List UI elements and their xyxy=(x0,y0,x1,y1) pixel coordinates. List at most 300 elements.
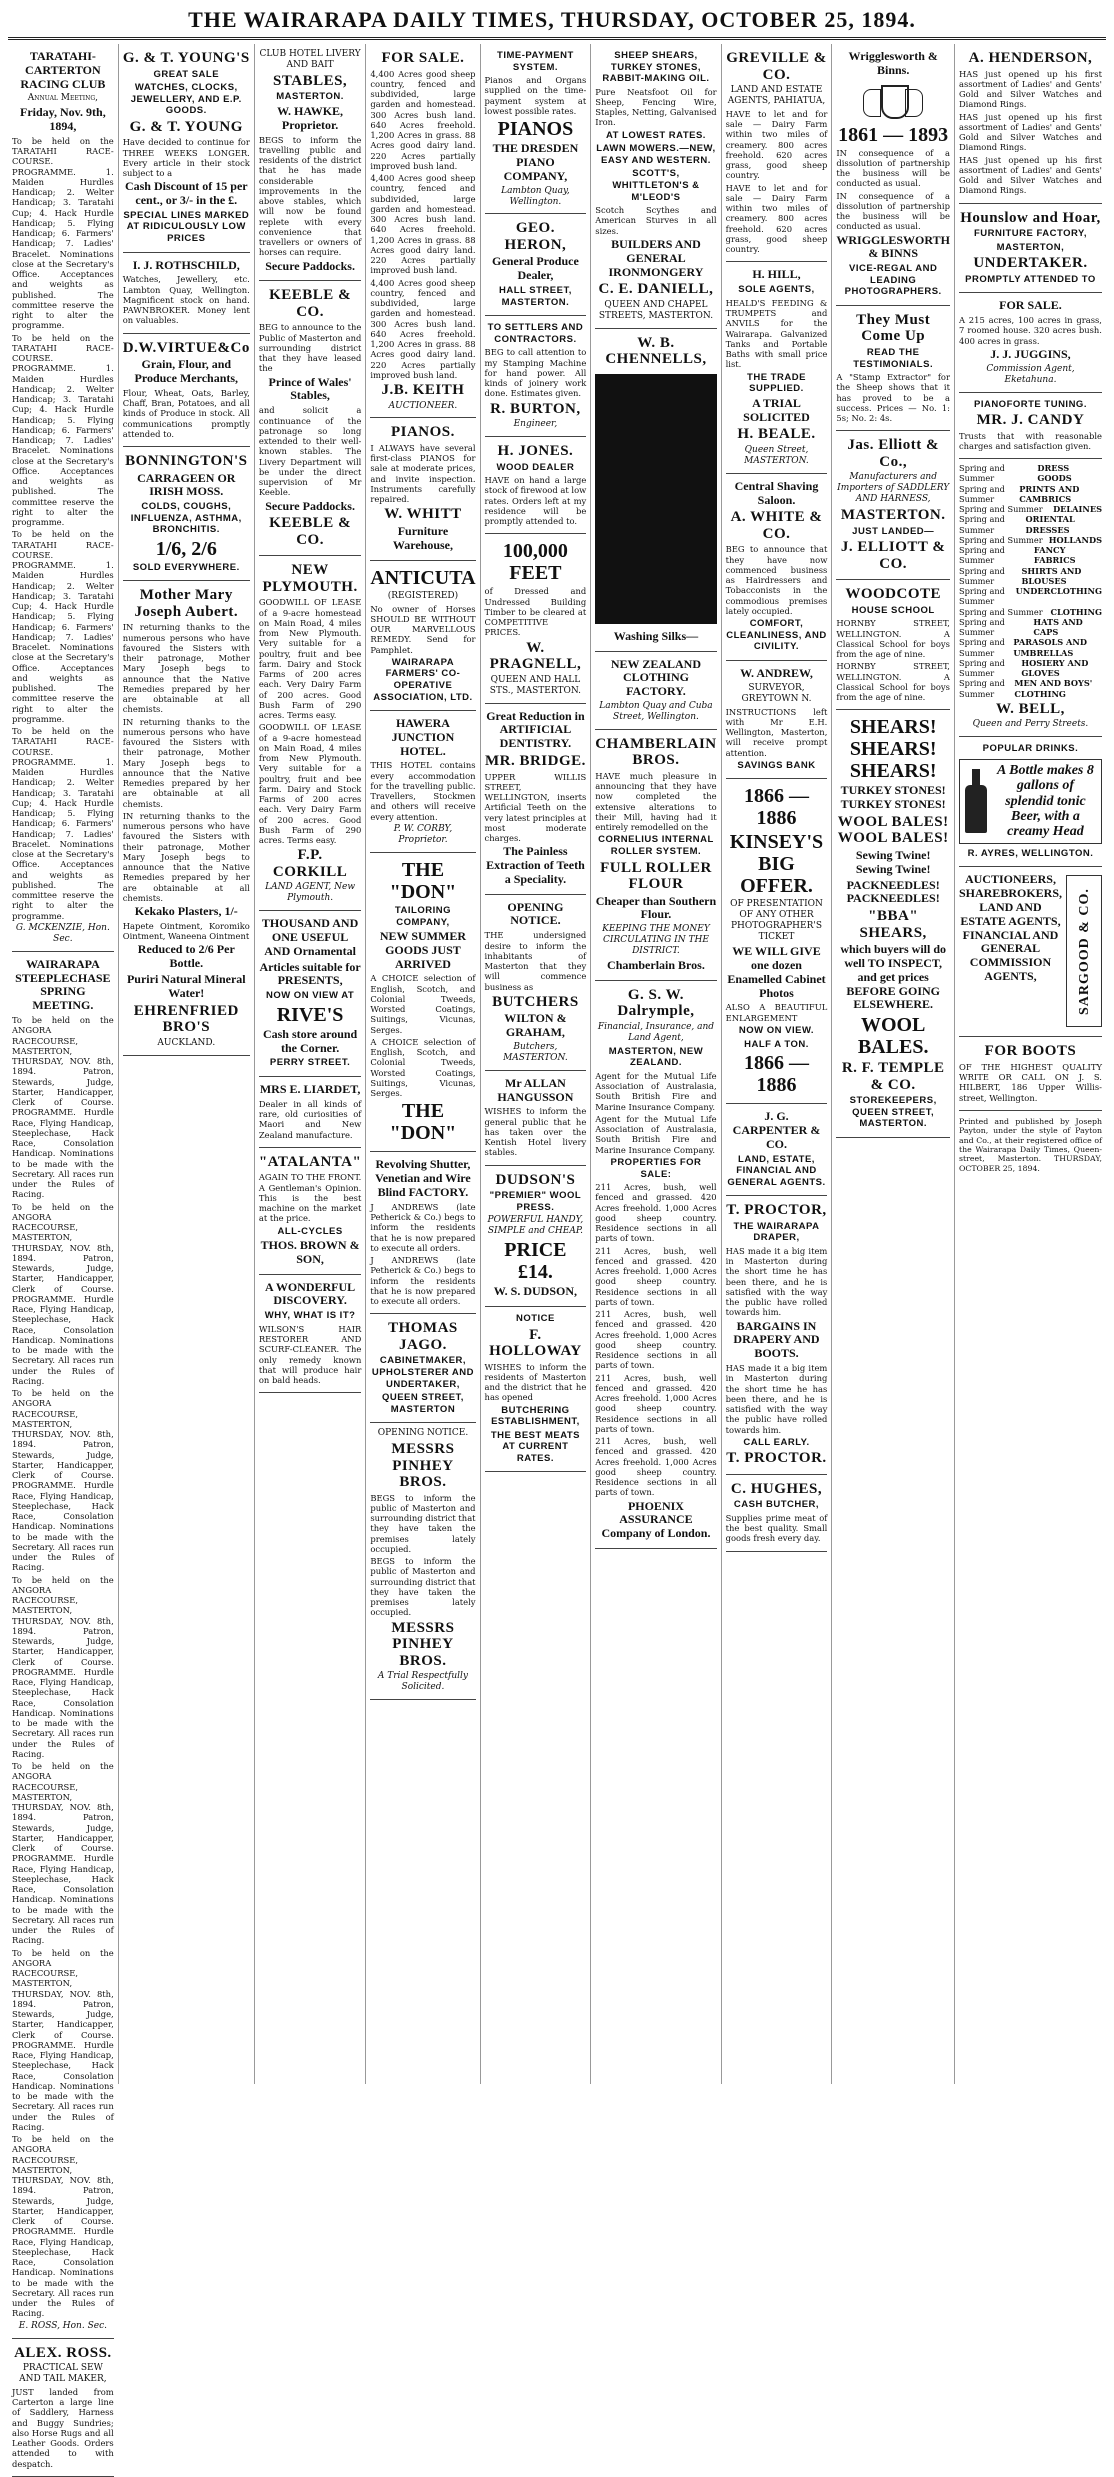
spring-list-season: Spring and Summer xyxy=(958,616,1005,638)
dudson-advert xyxy=(485,1166,587,1307)
imprint-text: Printed and published by Joseph Payton, under the style of Payton and Co., at their registered office of the Wairarapa Daily Times, Queen-street, Masterton. THURSDAY, OCTOBER 25, 1894. xyxy=(958,1116,1102,1173)
discovery-title: A WONDERFUL DISCOVERY. xyxy=(265,1279,356,1308)
spring-list-season: Spring and Summer xyxy=(958,637,1005,658)
bottle-text: A Bottle makes 8 gallons of splendid tonic Beer, with a creamy Head xyxy=(997,762,1094,840)
bargains: BARGAINS IN DRAPERY AND BOOTS. xyxy=(733,1318,820,1361)
auctioneers-title: AUCTIONEERS, SHAREBROKERS, LAND AND ESTATE AGENTS, FINANCIAL AND GENERAL COMMISSION AGENTS, xyxy=(958,872,1062,983)
pragnell-sub: QUEEN AND HALL STS., MASTERTON. xyxy=(489,674,582,696)
greville-body-2: HAVE to let and for sale — Dairy Farm within two miles of creamery. 800 acres freehold. 620 acres grass, good sheep country. xyxy=(725,182,828,255)
imprint xyxy=(959,1111,1102,1180)
pinhey-body-2: BEGS to inform the public of Masterton and surrounding district that they have taken the premises lately occupied. xyxy=(370,1556,476,1618)
jago-street: QUEEN STREET, MASTERTON xyxy=(381,1392,464,1415)
dudson-price: PRICE £14. xyxy=(504,1239,567,1284)
painless: The Painless Extraction of Teeth a Speciality. xyxy=(486,844,585,886)
white-advert xyxy=(726,474,828,661)
timber-advert xyxy=(485,534,587,703)
for-sale-advert xyxy=(370,44,475,418)
shears-title: SHEARS! SHEARS! SHEARS! xyxy=(849,716,937,783)
kekako-list: Hapete Ointment, Koromiko Ointment, Waneena Ointment xyxy=(122,920,250,942)
white-body: BEG to announce that they have now commenced business as Hairdressers and Tobacconists in the commodious premises lately occupied. xyxy=(725,544,828,616)
builders: BUILDERS AND GENERAL IRONMONGERY xyxy=(608,236,704,279)
race-sub: Annual Meeting, xyxy=(27,93,99,104)
cheaper: Cheaper than Southern Flour. xyxy=(595,893,717,922)
heron-advert xyxy=(485,214,587,316)
greville-advert xyxy=(726,44,828,262)
rive-now: NOW ON VIEW AT xyxy=(265,990,355,1002)
bonnington-sub: CARRAGEEN OR IRISH MOSS. xyxy=(137,470,236,499)
popular: POPULAR DRINKS. xyxy=(982,743,1079,755)
alex-body: JUST landed from Carterton a large line of Saddlery, Harness and Buggy Sundries; also Horse Rugs and all Leather Goods. Orders attended to with despatch. xyxy=(12,2386,114,2469)
proctor-title-2: T. PROCTOR. xyxy=(726,1450,827,1467)
spring-list-goods: HATS AND CAPS xyxy=(1033,616,1083,638)
column-5 xyxy=(481,44,592,2084)
scott-title: SCOTT'S, WHITTLETON'S & M'LEOD'S xyxy=(612,168,700,203)
jones-title: H. JONES. xyxy=(497,443,574,460)
hawera-body: THIS HOTEL contains every accommodation for the travelling public. Travellers, Stockmen and others will receive every attention. xyxy=(370,760,476,822)
jones-advert xyxy=(485,437,587,534)
shears-supply-advert xyxy=(595,44,716,329)
elliott-title-2: J. ELLIOTT & CO. xyxy=(840,539,946,572)
proctor-advert xyxy=(726,1196,828,1475)
race-body-2: To be held on the TARATAHI RACE-COURSE. PROGRAMME. 1. Maiden Hurdles Handicap; 2. Welter Handicap; 3. Taratahi Cup; 4. Hack Hurdle Handicap; 5. Flying Handicap; 6. Farmers' Handicap; 7. Ladies' Bracelet. Nominations close at the Secretary's Office. Acceptances and weights as published. The committee reserve the right to alter the programme. xyxy=(12,332,114,528)
stables-advert xyxy=(259,44,362,281)
young-discount: Cash Discount of 15 per cent., or 3/- in the £. xyxy=(124,179,248,208)
rive-street: PERRY STREET. xyxy=(269,1057,351,1069)
bottle-box xyxy=(959,759,1102,844)
column-9 xyxy=(955,44,1106,2084)
builders-title: TO SETTLERS AND CONTRACTORS. xyxy=(487,322,584,345)
keeble-title: KEEBLE & CO. xyxy=(269,287,352,320)
spring-list-season: Spring and Summer xyxy=(958,606,1043,617)
dudson-agent: W. S. DUDSON, xyxy=(493,1284,578,1299)
spring-list-item xyxy=(959,617,1102,638)
dalrymple-body: Agent for the Mutual Life Association of Australasia, South British Fire and Marine Insurance Company. xyxy=(595,1070,717,1112)
dalrymple-advert xyxy=(595,981,716,1549)
juggins-title: J. J. JUGGINS, xyxy=(990,346,1071,361)
spring-list-item xyxy=(959,504,1102,514)
woodcote-sub: HOUSE SCHOOL xyxy=(851,604,935,616)
puriri-title: Puriri Natural Mineral Water! xyxy=(126,972,246,1000)
proctor-body-2: HAS made it a big item in Masterton during the short time he has been there, and he is satisfied with the way the public have rolled towards him. xyxy=(725,1363,828,1435)
spring-list-goods: HOSIERY AND GLOVES xyxy=(1021,657,1089,679)
spring-list-goods: CLOTHING xyxy=(1050,606,1102,617)
elliott-sub: Manufacturers and Importers of SADDLERY AND HARNESS, xyxy=(837,472,950,505)
hughes-sub: CASH BUTCHER, xyxy=(733,1499,820,1511)
dalrymple-title: G. S. W. Dalrymple, xyxy=(617,986,695,1020)
plymouth-advert xyxy=(259,556,362,911)
bonnington-cures: COLDS, COUGHS, INFLUENZA, ASTHMA, BRONCHITIS. xyxy=(130,501,242,536)
supply: THE TRADE SUPPLIED. xyxy=(747,371,806,395)
plymouth-body: GOODWILL OF LEASE of a 9-acre homestead on Main Road, 4 miles from New Plymouth. Very suitable for a poultry, fruit and bee farm. Dairy and Stock Farms of 200 acres each. Very Dairy Farm of 200 acres. Good Bush Farm of 290 acres. Terms easy. xyxy=(258,597,362,721)
spring-list-season: Spring and Summer xyxy=(958,657,1005,679)
beale-street: Queen Street, MASTERTON. xyxy=(744,444,809,466)
race-body-4: To be held on the TARATAHI RACE-COURSE. PROGRAMME. 1. Maiden Hurdles Handicap; 2. Welter Handicap; 3. Taratahi Cup; 4. Hack Hurdle Handicap; 5. Flying Handicap; 6. Farmers' Handicap; 7. Ladies' Bracelet. Nominations close at the Secretary's Office. Acceptances and weights as published. The committee reserve the right to alter the programme. xyxy=(12,726,114,921)
hounslow-advert xyxy=(959,204,1102,294)
stables-town: MASTERTON. xyxy=(276,91,344,103)
spring-list-season: Spring and Summer xyxy=(958,463,1005,484)
hangusson-body: WISHES to inform the general public that he has taken over the Kentish Hotel livery stables. xyxy=(484,1106,587,1158)
whitt-title: W. WHITT xyxy=(384,506,462,523)
auctioneers-advert xyxy=(959,867,1102,1037)
turkey: TURKEY STONES! TURKEY STONES! xyxy=(840,783,946,812)
keeping: KEEPING THE MONEY CIRCULATING IN THE DISTRICT. xyxy=(602,924,710,957)
wrigglesworth-body-2: IN consequence of a dissolution of partnership the business will be conducted as usual. xyxy=(836,190,950,232)
alex-sub: PRACTICAL SEW AND TAIL MAKER, xyxy=(19,2363,107,2385)
jago-sub: CABINETMAKER, UPHOLSTERER AND UNDERTAKER, xyxy=(371,1355,475,1390)
holloway-advert xyxy=(485,1307,587,1472)
shoes-title: FOR BOOTS xyxy=(984,1043,1077,1060)
bonnington-sold: SOLD EVERYWHERE. xyxy=(132,561,240,573)
spring-list-item xyxy=(959,566,1102,587)
spring-sign: E. ROSS, Hon. Sec. xyxy=(18,2320,107,2331)
column-2 xyxy=(119,44,255,2084)
spring-list-goods: PRINTS AND CAMBRICS xyxy=(1019,483,1080,504)
time-title: TIME-PAYMENT SYSTEM. xyxy=(497,50,574,73)
wrigglesworth-body: IN consequence of a dissolution of partnership the business will be conducted as usual. xyxy=(836,147,950,189)
spring-list-season: Spring and Summer xyxy=(958,534,1043,545)
spring-list-goods: FANCY FABRICS xyxy=(1033,545,1076,566)
pianos-title: PIANOS xyxy=(497,118,574,141)
paddocks: Secure Paddocks. xyxy=(265,258,355,273)
proctor-body: HAS made it a big item in Masterton during the short time he has been there, and he is satisfied with the way the public have rolled towards him. xyxy=(725,1245,828,1318)
hawera-title: HAWERA JUNCTION HOTEL. xyxy=(391,716,455,758)
sewing: Sewing Twine! Sewing Twine! xyxy=(855,847,931,876)
spring-summer-advert xyxy=(959,459,1102,737)
young-lines: SPECIAL LINES MARKED AT RIDICULOUSLY LOW PRICES xyxy=(123,209,250,245)
andrew-title: W. ANDREW, xyxy=(740,665,813,680)
column-6 xyxy=(591,44,721,2084)
sale-title: FOR SALE. xyxy=(999,298,1062,313)
hounslow-title: Hounslow and Hoar, xyxy=(960,209,1101,226)
kinsey-body: ALSO A BEAUTIFUL ENLARGEMENT xyxy=(725,1002,828,1023)
elliott-advert xyxy=(836,431,950,580)
keeble-advert xyxy=(259,281,362,556)
spring-body-3: To be held on the ANGORA RACECOURSE, MASTERTON, THURSDAY, NOV. 8th, 1894. Patron, Stewards, Judge, Starter, Handicapper, Clerk of Course. PROGRAMME. Hurdle Race, Flying Handicap, Steeplechase, Hack Race, Consolation Handicap. Nominations to be made with the Secretary. All races run under the Rules of Racing. xyxy=(12,1388,114,1573)
liardet-title: MRS E. LIARDET, xyxy=(259,1081,361,1096)
drinks-advert xyxy=(959,737,1102,867)
liardet-body: Dealer in all kinds of rare, old curiosities of Maori and New Zealand manufacture. xyxy=(258,1098,362,1140)
pianos-advert xyxy=(370,418,475,560)
virtue-advert xyxy=(123,334,250,447)
kinsey-sub: OF PRESENTATION OF ANY OTHER PHOTOGRAPHER'S TICKET xyxy=(730,899,823,943)
plymouth-body-2: GOODWILL OF LEASE of a 9-acre homestead on Main Road, 4 miles from New Plymouth. Very suitable for a poultry, fruit and bee farm. Dairy and Stock Farms of 200 acres each. Very Dairy Farm of 200 acres. Good Bush Farm of 290 acres. Terms easy. xyxy=(258,722,362,846)
bank-title: SAVINGS BANK xyxy=(737,759,816,771)
lowest: AT LOWEST RATES. xyxy=(605,129,706,141)
spring-list-item xyxy=(959,545,1102,566)
jones-body: HAVE on hand a large stock of firewood at low rates. Orders left at my residence will be promptly attended to. xyxy=(484,475,587,527)
keith-sub: AUCTIONEER. xyxy=(388,400,458,411)
hangusson-title: Mr ALLAN HANGUSSON xyxy=(497,1075,574,1104)
properties-body-2: 211 Acres, bush, well fenced and grassed. 420 Acres freehold. 1,000 Acres good sheep country. Residence sections in all parts of town. xyxy=(595,1245,717,1307)
pinhey-advert xyxy=(370,1423,475,1700)
candy-title: MR. J. CANDY xyxy=(976,412,1085,429)
keeble-title-2: KEEBLE & CO. xyxy=(269,515,352,548)
rothschild-title: I. J. ROTHSCHILD, xyxy=(132,257,240,272)
dalrymple-sub: Financial, Insurance, and Land Agent, xyxy=(597,1021,715,1043)
carpenter-advert xyxy=(726,1104,828,1196)
spring-list xyxy=(959,463,1102,699)
must-sub: READ THE TESTIMONIALS. xyxy=(853,346,934,370)
bonnington-advert xyxy=(123,447,250,581)
spring-body-5: To be held on the ANGORA RACECOURSE, MASTERTON, THURSDAY, NOV. 8th, 1894. Patron, Stewards, Judge, Starter, Handicapper, Clerk of Course. PROGRAMME. Hurdle Race, Flying Handicap, Steeplechase, Hack Race, Consolation Handicap. Nominations to be made with the Secretary. All races run under the Rules of Racing. xyxy=(12,1761,114,1946)
packneedles: PACKNEEDLES! PACKNEEDLES! xyxy=(846,877,940,906)
spring-body-7: To be held on the ANGORA RACECOURSE, MASTERTON, THURSDAY, NOV. 8th, 1894. Patron, Stewards, Judge, Starter, Handicapper, Clerk of Course. PROGRAMME. Hurdle Race, Flying Handicap, Steeplechase, Hack Race, Consolation Handicap. Nominations to be made with the Secretary. All races run under the Rules of Racing. xyxy=(12,2134,114,2319)
hounslow-town: MASTERTON, xyxy=(996,241,1065,253)
keeble-body-2: and solicit a continuance of the patronage so long extended to their well-known stables. The Livery Department will be under the direct supervision of Mr Keeble. xyxy=(258,405,362,498)
spring-list-item xyxy=(959,514,1102,535)
kinsey-give: WE WILL GIVE one dozen Enamelled Cabinet Photos xyxy=(727,944,826,1000)
plymouth-title: NEW PLYMOUTH. xyxy=(262,562,358,595)
comfort: COMFORT, CLEANLINESS, AND CIVILITY. xyxy=(726,618,827,653)
atalanta-advert xyxy=(259,1148,362,1275)
landed: JUST LANDED— xyxy=(852,525,935,537)
bridge-body: UPPER WILLIS STREET, WELLINGTON, inserts Artificial Teeth on the very latest principles at most moderate charges. xyxy=(484,771,587,844)
clothing-advert xyxy=(595,652,716,730)
must-title: They Must Come Up xyxy=(856,311,931,345)
aubert-body-2: IN returning thanks to the numerous persons who have favoured the Sisters with their patronage, Mother Mary Joseph begs to announce that the Native Remedies prepared by her are obtainable at all chemists. xyxy=(122,716,250,809)
wrigglesworth-advert xyxy=(836,44,950,306)
spring-body-2: To be held on the ANGORA RACECOURSE, MASTERTON, THURSDAY, NOV. 8th, 1894. Patron, Stewards, Judge, Starter, Handicapper, Clerk of Course. PROGRAMME. Hurdle Race, Flying Handicap, Steeplechase, Hack Race, Consolation Handicap. Nominations to be made with the Secretary. All races run under the Rules of Racing. xyxy=(12,1201,114,1386)
venetian-body: J ANDREWS (late Petherick & Co.) begs to inform the residents that he is now prepared to execute all orders. xyxy=(370,1201,476,1253)
shaving: Central Shaving Saloon. xyxy=(734,478,819,507)
thousand-title: THOUSAND AND ONE USEFUL AND Ornamental xyxy=(261,916,359,958)
rive-sub: Cash store around the Corner. xyxy=(262,1026,358,1055)
bell-sub: Queen and Perry Streets. xyxy=(972,719,1089,730)
dudson-sub: "PREMIER" WOOL PRESS. xyxy=(489,1190,582,1213)
spring-list-season: Spring and Summer xyxy=(958,565,1005,586)
virtue-body: Flour, Wheat, Oats, Barley, Chaff, Bran, Potatoes, and all kinds of Produce in stock. All communications promptly attended to. xyxy=(122,387,250,439)
race-body: To be held on the TARATAHI RACE-COURSE. PROGRAMME. 1. Maiden Hurdles Handicap; 2. Welter Handicap; 3. Taratahi Cup; 4. Hack Hurdle Handicap; 5. Flying Handicap; 6. Farmers' Handicap; 7. Ladies' Bracelet. Nominations close at the Secretary's Office. Acceptances and weights as published. The committee reserve the right to alter the programme. xyxy=(12,135,114,331)
race-body-3: To be held on the TARATAHI RACE-COURSE. PROGRAMME. 1. Maiden Hurdles Handicap; 2. Welter Handicap; 3. Taratahi Cup; 4. Hack Hurdle Handicap; 5. Flying Handicap; 6. Farmers' Handicap; 7. Ladies' Bracelet. Nominations close at the Secretary's Office. Acceptances and weights as published. The committee reserve the right to alter the programme. xyxy=(12,529,114,724)
anticuta-body: No owner of Horses SHOULD BE WITHOUT OUR MARVELLOUS REMEDY. Send for Pamphlet. xyxy=(370,603,476,655)
stables-body: BEGS to inform the travelling public and residents of the district that he has made considerable improvements in the above stables, which will now be found replete with every convenience that travellers or owners of horses can require. xyxy=(258,134,362,258)
don-advert xyxy=(370,853,475,1153)
pinhey-body: BEGS to inform the public of Masterton and surrounding district that they have taken the premises lately occupied. xyxy=(370,1492,476,1554)
heron-title: GEO. HERON, xyxy=(504,220,567,253)
venetian-body-2: J ANDREWS (late Petherick & Co.) begs to inform the residents that he is now prepared to execute all orders. xyxy=(370,1255,476,1307)
feet-title: 100,000 FEET xyxy=(502,540,568,585)
discovery-sub: WHY, WHAT IS IT? xyxy=(264,1310,356,1322)
hangusson-advert xyxy=(485,1071,587,1166)
woodcote-body: HORNBY STREET, WELLINGTON. A Classical School for boys from the age of nine. xyxy=(836,618,950,660)
daniell-sub: QUEEN AND CHAPEL STREETS, MASTERTON. xyxy=(598,299,714,321)
race-date: Friday, Nov. 9th, 1894, xyxy=(20,105,106,134)
mowers: LAWN MOWERS.—NEW, EASY AND WESTERN. xyxy=(596,143,716,166)
properties-body-3: 211 Acres, bush, well fenced and grassed. 420 Acres freehold. 1,000 Acres good sheep country. Residence sections in all parts of town. xyxy=(595,1309,717,1371)
andrew-body: INSTRUCTIONS left with Mr E.H. Wellington, Masterton, will receive prompt attention. xyxy=(725,706,828,758)
time-body: Pianos and Organs supplied on the time-payment system at lowest possible rates. xyxy=(484,75,587,116)
discovery-body: WILSON'S HAIR RESTORER AND SCURF-CLEANER. The only remedy known that will produce hair on bald heads. xyxy=(258,1323,362,1386)
elliott-title: Jas. Elliott & Co., xyxy=(847,437,939,470)
brown-title: THOS. BROWN & SON, xyxy=(260,1238,360,1266)
articles: Articles suitable for PRESENTS, xyxy=(259,959,361,988)
column-1 xyxy=(8,44,119,2469)
jago-title: THOMAS JAGO. xyxy=(388,1320,458,1353)
bridge-title: MR. BRIDGE. xyxy=(484,753,586,770)
bottle-icon xyxy=(963,769,989,833)
holloway-title: F. HOLLOWAY xyxy=(489,1326,582,1360)
spring-list-item xyxy=(959,484,1102,505)
dental-advert xyxy=(485,704,587,895)
shears-body: Pure Neatsfoot Oil for Sheep, Fencing Wire, Staples, Netting, Galvanised Iron. xyxy=(595,86,717,128)
wrigglesworth-title-2: WRIGGLESWORTH & BINNS xyxy=(836,232,950,261)
dresden-title: THE DRESDEN PIANO COMPANY, xyxy=(492,141,579,183)
properties-body-5: 211 Acres, bush, well fenced and grassed. 420 Acres freehold. 1,000 Acres good sheep country. Residence sections in all parts of town. xyxy=(595,1436,717,1498)
hughes-title: C. HUGHES, xyxy=(730,1480,823,1497)
spring-list-season: Spring and Summer xyxy=(958,586,1005,607)
pinhey-title-2: MESSRS PINHEY BROS. xyxy=(391,1619,455,1669)
sale-body: A 215 acres, 100 acres in grass, 7 roomed house. 320 acres bush. 400 acres in grass. xyxy=(958,315,1102,346)
paddocks-2: Secure Paddocks. xyxy=(265,498,355,513)
notice-title: NOTICE xyxy=(515,1313,555,1325)
greville-body: HAVE to let and for sale — Dairy Farm within two miles of creamery. 800 acres freehold. 620 acres grass, good sheep country. xyxy=(725,108,828,181)
wrigglesworth-years: 1861 — 1893 xyxy=(838,123,949,146)
woodcote-advert xyxy=(836,580,950,710)
kinsey-years-2: 1866 — 1886 xyxy=(743,1052,809,1097)
dalrymple-town: MASTERTON, NEW ZEALAND. xyxy=(608,1045,704,1069)
spring-list-goods: PARASOLS AND UMBRELLAS xyxy=(1013,637,1087,658)
promptly: PROMPTLY ATTENDED TO xyxy=(965,273,1096,285)
phoenix-title: PHOENIX ASSURANCE Company of London. xyxy=(601,1498,711,1541)
dudson-slogan: POWERFUL HANDY, SIMPLE and CHEAP. xyxy=(487,1215,584,1237)
dental-title: Great Reduction in ARTIFICIAL DENTISTRY. xyxy=(486,708,585,751)
trial: A TRIAL SOLICITED xyxy=(743,395,810,424)
alex-title: ALEX. ROSS. xyxy=(14,2344,112,2361)
dalrymple-body-2: Agent for the Mutual Life Association of Australasia, South British Fire and Marine Insurance Company. xyxy=(595,1113,717,1155)
bonnington-title: BONNINGTON'S xyxy=(125,453,248,470)
wool: WOOL BALES! WOOL BALES! xyxy=(837,813,949,847)
keith-title: J.B. KEITH xyxy=(381,382,465,398)
must-body: A "Stamp Extractor" for the Sheep shows that it has proved to be a success. Prices — No. 1: 5s; No. 2: 4s. xyxy=(836,372,950,424)
sale-title: FOR SALE. xyxy=(381,50,465,66)
spring-list-goods: DELAINES xyxy=(1053,504,1102,515)
butchers: BUTCHERS xyxy=(492,993,579,1010)
bba-body: which buyers will do well TO INSPECT, and get prices BEFORE GOING ELSEWHERE. xyxy=(840,942,946,1012)
tuning-title: PIANOFORTE TUNING. xyxy=(973,398,1087,410)
kinsey-title: KINSEY'S BIG OFFER. xyxy=(729,831,824,898)
royal-crest-icon xyxy=(863,81,923,121)
spring-title: WAIRARAPA STEEPLECHASE SPRING MEETING. xyxy=(15,956,111,1013)
chamberlain-advert xyxy=(595,730,716,981)
corkill-title: F.P. CORKILL xyxy=(272,847,348,880)
hill-sub: SOLE AGENTS, xyxy=(738,284,815,296)
spring-meeting-advert xyxy=(12,952,114,2339)
hounslow-sub: FURNITURE FACTORY, xyxy=(973,228,1087,239)
young-items: WATCHES, CLOCKS, JEWELLERY, AND E.P. GOODS. xyxy=(130,82,242,117)
kinsey-now: NOW ON VIEW. xyxy=(738,1024,815,1036)
column-4 xyxy=(366,44,480,2084)
young-body: Have decided to continue for THREE WEEKS LONGER. Every article in their stock subject to a xyxy=(122,137,250,179)
hughes-body: Supplies prime meat of the best quality. Small goods fresh every day. xyxy=(725,1512,828,1544)
jones-sub: WOOD DEALER xyxy=(496,461,575,473)
keeble-hotel: Prince of Wales' Stables, xyxy=(268,374,352,403)
holloway-sub: BUTCHERING ESTABLISHMENT, xyxy=(491,1404,580,1428)
aubert-title: Mother Mary Joseph Aubert. xyxy=(134,587,239,620)
kinsey-years: 1866 — 1886 xyxy=(743,785,809,830)
race-sign: G. MCKENZIE, Hon. Sec. xyxy=(15,922,110,944)
race-club-advert xyxy=(12,44,114,952)
henderson-body-2: HAS just opened up his first assortment of Ladies' and Gents' Gold and Silver Watches and Diamond Rings. xyxy=(958,111,1102,153)
aubert-body: IN returning thanks to the numerous persons who have favoured the Sisters with their patronage, Mother Mary Joseph begs to announce that the Native Remedies prepared by her are obtainable at all chemists. xyxy=(122,622,250,715)
full-roller: FULL ROLLER FLOUR xyxy=(600,859,712,893)
spring-list-item xyxy=(959,463,1102,484)
liardet-advert xyxy=(259,1077,362,1148)
stables-title: STABLES, xyxy=(273,72,348,89)
spring-list-item xyxy=(959,607,1102,617)
kekako-title: Kekako Plasters, 1/- xyxy=(134,904,238,919)
agents: ALL-CYCLES xyxy=(277,1225,343,1237)
chennells-advert xyxy=(595,329,716,652)
spring-list-item xyxy=(959,678,1102,699)
butchers-advert xyxy=(485,895,587,1071)
burton-title: R. BURTON, xyxy=(490,400,581,417)
bales: WOOL BALES. xyxy=(857,1014,929,1059)
sale-body-3: 4,400 Acres good sheep country, fenced and subdivided, large garden and homestead. 300 Acres bush land. 640 Acres freehold. 1,200 Acres in grass. 88 Acres good dairy land. 220 Acres partially improved bush land. xyxy=(370,277,476,380)
dresden-sub: Lambton Quay, Wellington. xyxy=(501,185,570,207)
rive-title: RIVE'S xyxy=(276,1003,344,1026)
shears-head: SHEEP SHEARS, TURKEY STONES, RABBIT-MAKING OIL. xyxy=(602,50,710,85)
kekako-price: Reduced to 2/6 Per Bottle. xyxy=(137,942,235,971)
spring-list-season: Spring and Summer xyxy=(958,504,1043,515)
wrigglesworth-sub: VICE-REGAL AND LEADING PHOTOGRAPHERS. xyxy=(844,263,942,298)
greville-title: GREVILLE & CO. xyxy=(726,50,827,83)
masthead xyxy=(8,4,1106,40)
aubert-advert xyxy=(123,581,250,1055)
cornelius: CORNELIUS INTERNAL ROLLER SYSTEM. xyxy=(598,834,714,857)
properties-body-4: 211 Acres, bush, well fenced and grassed. 420 Acres freehold. 1,000 Acres good sheep country. Residence sections in all parts of town. xyxy=(595,1372,717,1434)
discovery-advert xyxy=(259,1275,362,1394)
aubert-body-3: IN returning thanks to the numerous persons who have favoured the Sisters with their patronage, Mother Mary Joseph begs to announce that the Native Remedies prepared by her are obtainable at all chemists. xyxy=(122,810,250,903)
call-early: CALL EARLY. xyxy=(743,1436,810,1448)
virtue-title: D.W.VIRTUE&Co xyxy=(122,339,250,356)
blacked-out-advert xyxy=(595,374,716,624)
woodcote-title: WOODCOTE xyxy=(845,586,941,603)
beale-title: H. BEALE. xyxy=(737,426,816,443)
spring-list-goods: ORIENTAL DRESSES xyxy=(1025,514,1075,535)
spring-list-season: Spring and Summer xyxy=(958,545,1005,566)
holloway-footer: THE BEST MEATS AT CURRENT RATES. xyxy=(490,1429,580,1464)
don-title-2: THE "DON" xyxy=(389,1100,457,1145)
spring-body-6: To be held on the ANGORA RACECOURSE, MASTERTON, THURSDAY, NOV. 8th, 1894. Patron, Stewards, Judge, Starter, Handicapper, Clerk of Course. PROGRAMME. Hurdle Race, Flying Handicap, Steeplechase, Hack Race, Consolation Handicap. Nominations to be made with the Secretary. All races run under the Rules of Racing. xyxy=(12,1947,114,2132)
pragnell-title: W. PRAGNELL, xyxy=(489,639,582,673)
sale-body: 4,400 Acres good sheep country, fenced and subdivided, large garden and homestead. 300 Acres bush land. 640 Acres freehold. 1,200 Acres in grass. 88 Acres good dairy land. 220 Acres partially improved bush land. xyxy=(370,68,476,171)
henderson-advert xyxy=(959,44,1102,204)
shears-advert xyxy=(836,710,950,1138)
chamberlain-title: CHAMBERLAIN BROS. xyxy=(595,735,717,769)
chennells-title: W. B. CHENNELLS, xyxy=(605,334,707,368)
clothing-body: Lambton Quay and Cuba Street, Wellington. xyxy=(599,700,713,722)
spring-list-goods: MEN AND BOYS' CLOTHING xyxy=(1014,678,1093,699)
venetian-title: Revolving Shutter, Venetian and Wire Blind FACTORY. xyxy=(375,1157,471,1200)
proctor-sub: THE WAIRARAPA DRAPER, xyxy=(733,1220,820,1244)
time-payment-advert xyxy=(485,44,587,214)
stables-prop: W. HAWKE, Proprietor. xyxy=(277,104,344,132)
scott-body: Scotch Scythes and American Sturves in all sizes. xyxy=(595,205,717,236)
bba-title: "BBA" SHEARS, xyxy=(859,908,927,941)
hawera-advert xyxy=(370,711,475,853)
alex-ross-advert xyxy=(12,2339,114,2477)
chamberlain-body: HAVE much pleasure in announcing that they have now completed the extensive alterations to their Mill, having had it entirely remodelled on the xyxy=(595,770,717,833)
don-body-2: A CHOICE selection of English, Scotch, and Colonial Tweeds, Worsted Coatings, Suitings, Vicunas, Serges. xyxy=(370,1036,476,1099)
greville-sub: LAND AND ESTATE AGENTS, PAHIATUA, xyxy=(727,85,826,106)
spring-list-goods: HOLLANDS xyxy=(1048,534,1102,545)
temple-title: R. F. TEMPLE & CO. xyxy=(841,1060,945,1093)
whitt-sub: Furniture Warehouse, xyxy=(392,523,453,552)
hill-advert xyxy=(726,262,828,473)
don-title: THE "DON" xyxy=(389,858,457,903)
carpenter-body: LAND, ESTATE, FINANCIAL AND GENERAL AGENTS. xyxy=(727,1153,826,1188)
kinsey-advert xyxy=(726,779,828,1104)
